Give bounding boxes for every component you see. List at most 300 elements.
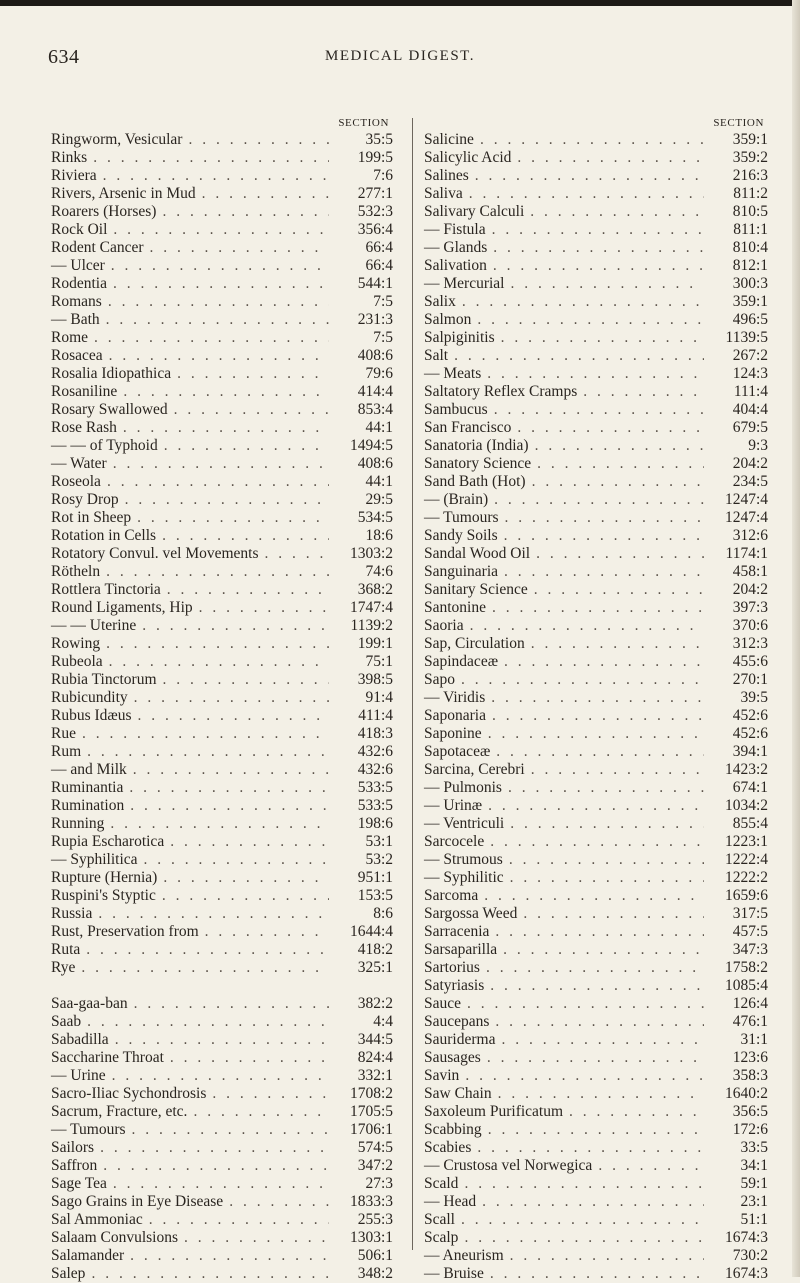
entry-term: Sabadilla — [51, 1031, 109, 1048]
entry-section-ref: 811:2 — [733, 185, 768, 202]
entry-section-ref: 544:1 — [357, 275, 393, 292]
leader-dots — [504, 1247, 704, 1265]
leader-dots — [81, 743, 329, 761]
index-entry — [51, 1247, 393, 1265]
entry-section-ref: 359:1 — [732, 293, 768, 310]
index-entry — [51, 1175, 393, 1193]
leader-dots — [124, 797, 329, 815]
entry-section-ref: 1034:2 — [724, 797, 768, 814]
entry-term: Ruminantia — [51, 779, 124, 796]
entry-term: Ringworm, Vesicular — [51, 131, 183, 148]
index-entry — [424, 365, 768, 383]
entry-term: — Urinæ — [424, 797, 483, 814]
entry-term: Sal Ammoniac — [51, 1211, 143, 1228]
index-entry — [424, 1103, 768, 1121]
entry-term: Santonine — [424, 599, 486, 616]
entry-section-ref: 1174:1 — [725, 545, 768, 562]
index-entry — [424, 833, 768, 851]
index-entry — [51, 185, 393, 203]
leader-dots — [85, 1265, 329, 1283]
index-entry — [51, 815, 393, 833]
leader-dots — [492, 1085, 704, 1103]
index-entry — [51, 959, 393, 977]
entry-section-ref: 533:5 — [357, 797, 393, 814]
entry-section-ref: 810:4 — [732, 239, 768, 256]
entry-section-ref: 452:6 — [732, 725, 768, 742]
entry-section-ref: 496:5 — [732, 311, 768, 328]
index-entry — [424, 401, 768, 419]
entry-term: — Meats — [424, 365, 482, 382]
leader-dots — [100, 635, 329, 653]
leader-dots — [487, 239, 704, 257]
index-entry — [424, 581, 768, 599]
leader-dots — [156, 527, 329, 545]
index-entry — [51, 707, 393, 725]
index-entry — [51, 869, 393, 887]
leader-dots — [131, 509, 329, 527]
leader-dots — [488, 401, 704, 419]
leader-dots — [504, 275, 704, 293]
leader-dots — [80, 941, 329, 959]
entry-term: Sauriderma — [424, 1031, 496, 1048]
entry-section-ref: 325:1 — [357, 959, 393, 976]
entry-section-ref: 1674:3 — [724, 1229, 768, 1246]
leader-dots — [482, 725, 704, 743]
index-entry — [424, 815, 768, 833]
leader-dots — [136, 617, 329, 635]
entry-term: Sartorius — [424, 959, 480, 976]
index-entry — [51, 1085, 393, 1103]
entry-section-ref: 91:4 — [365, 689, 393, 706]
entry-section-ref: 204:2 — [732, 581, 768, 598]
leader-dots — [223, 1193, 329, 1211]
entry-section-ref: 679:5 — [732, 419, 768, 436]
entry-section-ref: 231:3 — [357, 311, 393, 328]
entry-section-ref: 458:1 — [732, 563, 768, 580]
entry-section-ref: 810:5 — [732, 203, 768, 220]
index-entry — [424, 473, 768, 491]
entry-section-ref: 59:1 — [740, 1175, 768, 1192]
index-entry — [424, 851, 768, 869]
entry-term: Sambucus — [424, 401, 488, 418]
index-entry — [51, 383, 393, 401]
index-entry — [424, 905, 768, 923]
entry-term: Rock Oil — [51, 221, 108, 238]
entry-term: Scabbing — [424, 1121, 482, 1138]
page-number: 634 — [48, 46, 80, 68]
entry-section-ref: 39:5 — [740, 689, 768, 706]
page-binding-edge — [792, 0, 800, 1277]
entry-section-ref: 533:5 — [357, 779, 393, 796]
entry-term: Rubia Tinctorum — [51, 671, 157, 688]
index-entry — [424, 869, 768, 887]
index-entry — [424, 707, 768, 725]
entry-term: Rupia Escharotica — [51, 833, 165, 850]
entry-term: Saxoleum Purificatum — [424, 1103, 564, 1120]
leader-dots — [524, 203, 704, 221]
entry-term: Sarsaparilla — [424, 941, 498, 958]
entry-term: — Syphilitic — [424, 869, 504, 886]
index-entry — [424, 329, 768, 347]
index-entry — [51, 851, 393, 869]
leader-dots — [161, 581, 329, 599]
entry-section-ref: 18:6 — [365, 527, 393, 544]
entry-section-ref: 172:6 — [732, 1121, 768, 1138]
leader-dots — [529, 437, 704, 455]
leader-dots — [481, 1049, 704, 1067]
entry-section-ref: 1139:5 — [725, 329, 768, 346]
leader-dots — [484, 977, 704, 995]
leader-dots — [504, 815, 704, 833]
leader-dots — [97, 1157, 329, 1175]
entry-section-ref: 1223:1 — [724, 833, 768, 850]
index-column-right — [424, 116, 768, 1283]
leader-dots — [489, 1013, 704, 1031]
entry-term: Saw Chain — [424, 1085, 492, 1102]
entry-term: Sapindaceæ — [424, 653, 499, 670]
index-entry — [424, 599, 768, 617]
column-divider — [412, 118, 413, 1250]
entry-term: — (Brain) — [424, 491, 489, 508]
entry-section-ref: 344:5 — [357, 1031, 393, 1048]
index-entry — [51, 689, 393, 707]
entry-section-ref: 1494:5 — [349, 437, 393, 454]
leader-dots — [187, 1103, 329, 1121]
index-entry — [424, 1229, 768, 1247]
leader-dots — [157, 671, 329, 689]
entry-section-ref: 123:6 — [732, 1049, 768, 1066]
entry-section-ref: 359:1 — [732, 131, 768, 148]
entry-section-ref: 1423:2 — [724, 761, 768, 778]
entry-term: Sandy Soils — [424, 527, 498, 544]
index-entry — [51, 725, 393, 743]
index-entry — [424, 509, 768, 527]
leader-dots — [481, 365, 704, 383]
letter-section-gap — [51, 977, 393, 995]
entry-term: Salicine — [424, 131, 474, 148]
index-entry — [424, 149, 768, 167]
index-entry — [424, 1247, 768, 1265]
entry-section-ref: 408:6 — [357, 347, 393, 364]
entry-term: Saliva — [424, 185, 463, 202]
index-entry — [51, 1013, 393, 1031]
entry-term: Russia — [51, 905, 93, 922]
entry-section-ref: 126:4 — [732, 995, 768, 1012]
page-top-edge — [0, 0, 800, 6]
index-entry — [51, 167, 393, 185]
entry-section-ref: 359:2 — [732, 149, 768, 166]
entry-term: Sandal Wood Oil — [424, 545, 531, 562]
leader-dots — [498, 653, 704, 671]
index-entry — [51, 941, 393, 959]
index-entry — [424, 419, 768, 437]
index-entry — [51, 1211, 393, 1229]
leader-dots — [485, 689, 704, 707]
entry-section-ref: 1085:4 — [724, 977, 768, 994]
index-entry — [424, 1031, 768, 1049]
index-entry — [51, 329, 393, 347]
entry-section-ref: 532:3 — [357, 203, 393, 220]
index-entry — [424, 221, 768, 239]
entry-section-ref: 812:1 — [732, 257, 768, 274]
leader-dots — [193, 599, 329, 617]
entry-section-ref: 1705:5 — [349, 1103, 393, 1120]
entry-term: — Mercurial — [424, 275, 505, 292]
entry-section-ref: 199:1 — [357, 635, 393, 652]
leader-dots — [119, 491, 329, 509]
leader-dots — [168, 401, 329, 419]
entry-section-ref: 432:6 — [357, 761, 393, 778]
entry-term: — Viridis — [424, 689, 486, 706]
index-entry — [51, 149, 393, 167]
leader-dots — [158, 437, 329, 455]
entry-term: Rubeola — [51, 653, 103, 670]
index-entry — [51, 635, 393, 653]
leader-dots — [531, 455, 704, 473]
entry-term: Savin — [424, 1067, 460, 1084]
entry-term: — Syphilitica — [51, 851, 138, 868]
leader-dots — [171, 365, 329, 383]
entry-term: Salivary Calculi — [424, 203, 525, 220]
index-entry — [424, 347, 768, 365]
entry-term: Roarers (Horses) — [51, 203, 157, 220]
entry-section-ref: 7:5 — [373, 293, 393, 310]
entry-term: Rosalia Idiopathica — [51, 365, 172, 382]
entry-section-ref: 153:5 — [357, 887, 393, 904]
leader-dots — [461, 995, 704, 1013]
index-entry — [51, 293, 393, 311]
index-entry — [51, 1193, 393, 1211]
entry-section-ref: 432:6 — [357, 743, 393, 760]
leader-dots — [103, 653, 329, 671]
entry-section-ref: 198:6 — [357, 815, 393, 832]
entry-section-ref: 1644:4 — [349, 923, 393, 940]
entry-term: Rubus Idæus — [51, 707, 132, 724]
index-entry — [424, 527, 768, 545]
leader-dots — [164, 1049, 329, 1067]
entry-term: Scald — [424, 1175, 459, 1192]
entry-term: San Francisco — [424, 419, 512, 436]
entry-term: Sacro-Iliac Sychondrosis — [51, 1085, 207, 1102]
index-entry — [424, 743, 768, 761]
leader-dots — [456, 293, 704, 311]
entry-section-ref: 7:6 — [373, 167, 393, 184]
index-entry — [424, 1085, 768, 1103]
leader-dots — [117, 419, 329, 437]
entry-section-ref: 33:5 — [740, 1139, 768, 1156]
entry-section-ref: 204:2 — [732, 455, 768, 472]
entry-section-ref: 199:5 — [357, 149, 393, 166]
index-entry — [51, 239, 393, 257]
leader-dots — [132, 707, 329, 725]
entry-term: Sage Tea — [51, 1175, 107, 1192]
entry-section-ref: 347:3 — [732, 941, 768, 958]
index-entry — [424, 1193, 768, 1211]
entry-term: Rome — [51, 329, 89, 346]
entry-term: Rotatory Convul. vel Movements — [51, 545, 259, 562]
entry-section-ref: 53:1 — [365, 833, 393, 850]
index-entry — [424, 887, 768, 905]
entry-section-ref: 1674:3 — [724, 1265, 768, 1282]
index-entry — [51, 509, 393, 527]
entry-term: Salamander — [51, 1247, 125, 1264]
index-entry — [51, 599, 393, 617]
entry-term: Sand Bath (Hot) — [424, 473, 526, 490]
entry-term: Sanatory Science — [424, 455, 532, 472]
leader-dots — [497, 941, 704, 959]
entry-term: Sauce — [424, 995, 462, 1012]
leader-dots — [498, 563, 704, 581]
index-entry — [424, 689, 768, 707]
leader-dots — [106, 1067, 329, 1085]
entry-term: Sargossa Weed — [424, 905, 518, 922]
leader-dots — [592, 1157, 704, 1175]
leader-dots — [528, 581, 704, 599]
leader-dots — [107, 455, 329, 473]
leader-dots — [484, 833, 704, 851]
leader-dots — [156, 203, 329, 221]
index-entry — [51, 419, 393, 437]
leader-dots — [92, 905, 329, 923]
leader-dots — [469, 167, 704, 185]
entry-section-ref: 8:6 — [373, 905, 393, 922]
entry-section-ref: 216:3 — [732, 167, 768, 184]
index-entry — [51, 923, 393, 941]
entry-section-ref: 951:1 — [357, 869, 393, 886]
entry-section-ref: 370:6 — [732, 617, 768, 634]
entry-section-ref: 674:1 — [732, 779, 768, 796]
index-entry — [51, 887, 393, 905]
index-entry — [424, 185, 768, 203]
entry-section-ref: 277:1 — [357, 185, 393, 202]
index-entry — [424, 923, 768, 941]
leader-dots — [88, 329, 329, 347]
index-entry — [51, 1157, 393, 1175]
entry-section-ref: 312:3 — [732, 635, 768, 652]
index-entry — [424, 383, 768, 401]
index-entry — [51, 527, 393, 545]
leader-dots — [459, 1067, 704, 1085]
leader-dots — [94, 1139, 329, 1157]
leader-dots — [199, 923, 329, 941]
index-entry — [51, 761, 393, 779]
leader-dots — [156, 887, 329, 905]
entry-term: Rumination — [51, 797, 125, 814]
entry-section-ref: 382:2 — [357, 995, 393, 1012]
index-entry — [424, 635, 768, 653]
entry-term: Saponaria — [424, 707, 486, 724]
entry-term: Saffron — [51, 1157, 98, 1174]
leader-dots — [87, 149, 329, 167]
leader-dots — [107, 221, 329, 239]
leader-dots — [97, 167, 329, 185]
entry-term: Rotation in Cells — [51, 527, 157, 544]
leader-dots — [123, 779, 329, 797]
leader-dots — [471, 311, 704, 329]
entry-section-ref: 312:6 — [732, 527, 768, 544]
entry-section-ref: 31:1 — [740, 1031, 768, 1048]
entry-term: Rosacea — [51, 347, 103, 364]
index-entry — [424, 1157, 768, 1175]
index-entry — [51, 797, 393, 815]
index-entry — [424, 959, 768, 977]
entry-term: Sanitary Science — [424, 581, 528, 598]
entry-section-ref: 574:5 — [357, 1139, 393, 1156]
leader-dots — [107, 1175, 329, 1193]
entry-section-ref: 44:1 — [365, 419, 393, 436]
leader-dots — [486, 221, 704, 239]
index-entry — [51, 221, 393, 239]
entry-term: Rue — [51, 725, 76, 742]
leader-dots — [100, 563, 329, 581]
entry-term: — Glands — [424, 239, 488, 256]
leader-dots — [128, 995, 329, 1013]
entry-term: Rodent Cancer — [51, 239, 144, 256]
index-entry — [424, 671, 768, 689]
entry-section-ref: 398:5 — [357, 671, 393, 688]
leader-dots — [504, 869, 704, 887]
entry-term: Salaam Convulsions — [51, 1229, 179, 1246]
leader-dots — [464, 617, 704, 635]
entry-section-ref: 730:2 — [732, 1247, 768, 1264]
leader-dots — [495, 329, 704, 347]
entry-term: Saucepans — [424, 1013, 490, 1030]
entry-term: Rowing — [51, 635, 101, 652]
entry-term: Rum — [51, 743, 82, 760]
entry-term: Saponine — [424, 725, 482, 742]
entry-section-ref: 1222:4 — [724, 851, 768, 868]
leader-dots — [126, 1121, 329, 1139]
entry-section-ref: 332:1 — [357, 1067, 393, 1084]
leader-dots — [164, 833, 329, 851]
entry-section-ref: 75:1 — [365, 653, 393, 670]
entry-term: Salt — [424, 347, 449, 364]
entry-section-ref: 29:5 — [365, 491, 393, 508]
entry-section-ref: 811:1 — [733, 221, 768, 238]
entry-section-ref: 1303:1 — [349, 1229, 393, 1246]
index-column-left — [51, 116, 393, 1283]
index-entry — [424, 239, 768, 257]
entry-section-ref: 824:4 — [357, 1049, 393, 1066]
index-entry — [51, 1265, 393, 1283]
leader-dots — [100, 311, 329, 329]
leader-dots — [75, 959, 329, 977]
leader-dots — [563, 1103, 704, 1121]
entry-section-ref: 418:3 — [357, 725, 393, 742]
leader-dots — [463, 185, 704, 203]
entry-term: Saltatory Reflex Cramps — [424, 383, 578, 400]
index-entry — [424, 761, 768, 779]
entry-term: — Urine — [51, 1067, 106, 1084]
index-entry — [424, 491, 768, 509]
entry-section-ref: 356:5 — [732, 1103, 768, 1120]
entry-term: Rot in Sheep — [51, 509, 132, 526]
index-entry — [424, 779, 768, 797]
leader-dots — [577, 383, 704, 401]
entry-term: Scalp — [424, 1229, 459, 1246]
leader-dots — [81, 1013, 329, 1031]
index-entry — [51, 401, 393, 419]
entry-term: Scall — [424, 1211, 455, 1228]
index-entry — [51, 617, 393, 635]
entry-section-ref: 506:1 — [357, 1247, 393, 1264]
entry-section-ref: 4:4 — [373, 1013, 393, 1030]
entry-section-ref: 455:6 — [732, 653, 768, 670]
leader-dots — [482, 1121, 704, 1139]
entry-section-ref: 79:6 — [365, 365, 393, 382]
entry-section-ref: 267:2 — [732, 347, 768, 364]
index-entry — [424, 167, 768, 185]
